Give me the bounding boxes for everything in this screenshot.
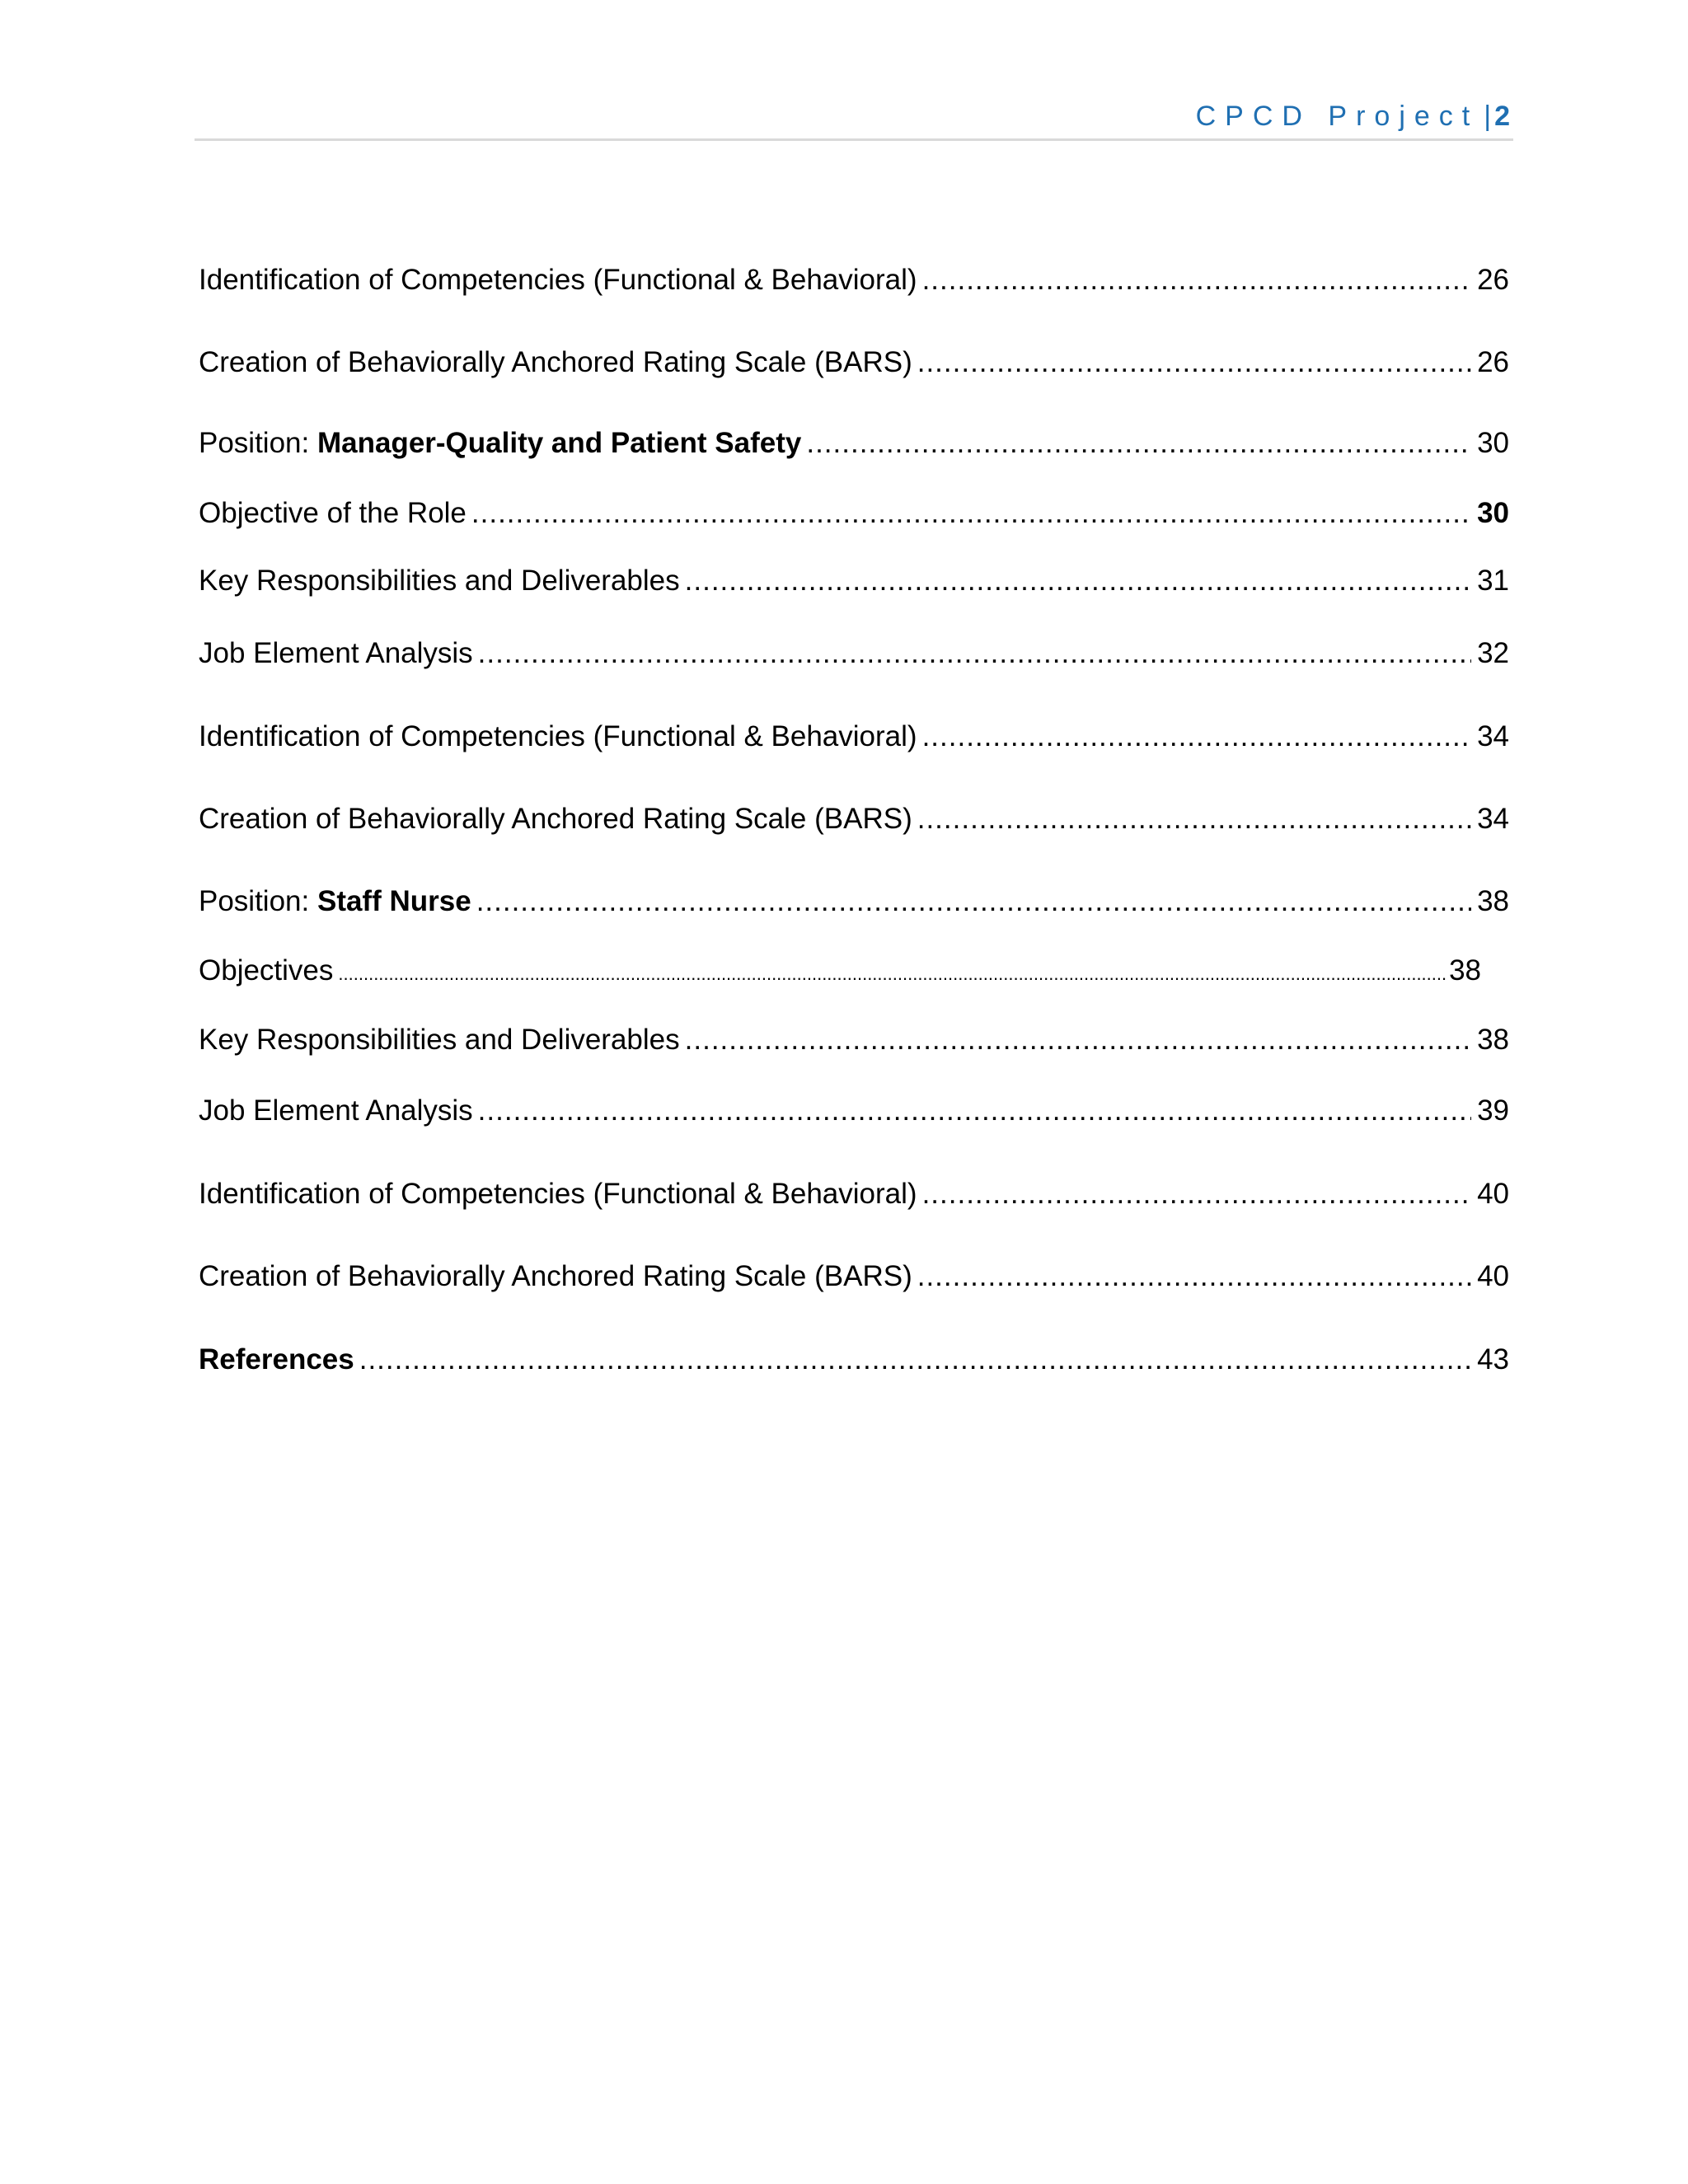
toc-page-number: 38 — [1477, 1024, 1509, 1056]
toc-page-number: 26 — [1477, 346, 1509, 378]
toc-dot-leader — [922, 260, 1471, 301]
toc-entry-objectives[interactable] — [199, 950, 1481, 991]
toc-entry-objective-of-role[interactable] — [199, 493, 1509, 534]
toc-dot-leader — [685, 1019, 1471, 1061]
toc-page-number: 39 — [1477, 1094, 1509, 1127]
toc-entry-label: Identification of Competencies (Functional & Behavioral) — [199, 1178, 917, 1210]
toc-entry-competencies-2[interactable] — [199, 260, 1509, 301]
toc-page-number: 38 — [1477, 885, 1509, 917]
toc-entry-position-manager-quality[interactable] — [199, 423, 1509, 464]
toc-entry-position-title: Manager-Quality and Patient Safety — [316, 427, 802, 459]
toc-dot-leader — [476, 881, 1471, 922]
page-number: 2 — [1494, 101, 1510, 132]
toc-entry-position-title: Staff Nurse — [316, 885, 471, 917]
header-separator: | — [1484, 101, 1492, 132]
toc-entry-prefix: Position: — [199, 427, 317, 459]
toc-dot-leader — [471, 493, 1471, 534]
toc-page-number: 43 — [1477, 1343, 1509, 1376]
toc-entry-label — [199, 423, 801, 464]
toc-entry-prefix: Position: — [199, 885, 317, 917]
toc-entry-key-responsibilities-2[interactable] — [199, 560, 1509, 602]
toc-dot-leader — [917, 342, 1471, 383]
toc-entry-label: Identification of Competencies (Functional & Behavioral) — [199, 720, 917, 752]
toc-entry-position-staff-nurse[interactable] — [199, 881, 1509, 922]
toc-entry-label: Job Element Analysis — [199, 1094, 473, 1127]
toc-entry-competencies-4[interactable] — [199, 1174, 1509, 1215]
toc-entry-competencies-3[interactable] — [199, 716, 1509, 757]
toc-dot-leader — [478, 1090, 1471, 1132]
toc-entry-label — [199, 881, 471, 922]
toc-dot-leader — [922, 1174, 1471, 1215]
document-title: CPCD Project — [1195, 101, 1479, 132]
toc-dot-leader — [917, 1256, 1471, 1297]
toc-page-number: 34 — [1477, 720, 1509, 752]
toc-entry-references-label: References — [199, 1343, 354, 1376]
toc-dot-leader — [338, 954, 1447, 995]
toc-entry-label: Objective of the Role — [199, 497, 467, 529]
toc-entry-bars-3[interactable] — [199, 799, 1509, 840]
toc-entry-job-element-analysis-2[interactable] — [199, 633, 1509, 674]
toc-entry-label: Creation of Behaviorally Anchored Rating Scale (BARS) — [199, 803, 912, 835]
toc-entry-label: Job Element Analysis — [199, 637, 473, 669]
toc-dot-leader — [685, 560, 1471, 602]
toc-entry-label: Identification of Competencies (Functional & Behavioral) — [199, 264, 917, 296]
toc-entry-references[interactable] — [199, 1339, 1509, 1380]
toc-dot-leader — [917, 799, 1471, 840]
toc-page-number: 26 — [1477, 264, 1509, 296]
toc-entry-label: Key Responsibilities and Deliverables — [199, 1024, 680, 1056]
toc-page-number: 40 — [1477, 1178, 1509, 1210]
toc-entry-key-responsibilities-3[interactable] — [199, 1019, 1509, 1061]
toc-entry-label: Key Responsibilities and Deliverables — [199, 565, 680, 597]
toc-dot-leader — [806, 423, 1471, 464]
toc-dot-leader — [478, 633, 1471, 674]
toc-page-number: 38 — [1449, 954, 1481, 987]
toc-page-number: 34 — [1477, 803, 1509, 835]
toc-page-number: 30 — [1477, 427, 1509, 459]
toc-entry-label: Creation of Behaviorally Anchored Rating Scale (BARS) — [199, 346, 912, 378]
toc-page-number: 32 — [1477, 637, 1509, 669]
toc-page-number: 30 — [1477, 497, 1509, 529]
toc-entry-label: Creation of Behaviorally Anchored Rating Scale (BARS) — [199, 1260, 912, 1292]
toc-entry-label — [199, 1339, 354, 1380]
toc-entry-label: Objectives — [199, 954, 334, 987]
toc-entry-bars-4[interactable] — [199, 1256, 1509, 1297]
toc-dot-leader — [922, 716, 1471, 757]
toc-page-number: 31 — [1477, 565, 1509, 597]
toc-entry-job-element-analysis-3[interactable] — [199, 1090, 1509, 1132]
toc-page-number: 40 — [1477, 1260, 1509, 1292]
toc-entry-bars-2[interactable] — [199, 342, 1509, 383]
toc-dot-leader — [359, 1339, 1471, 1380]
